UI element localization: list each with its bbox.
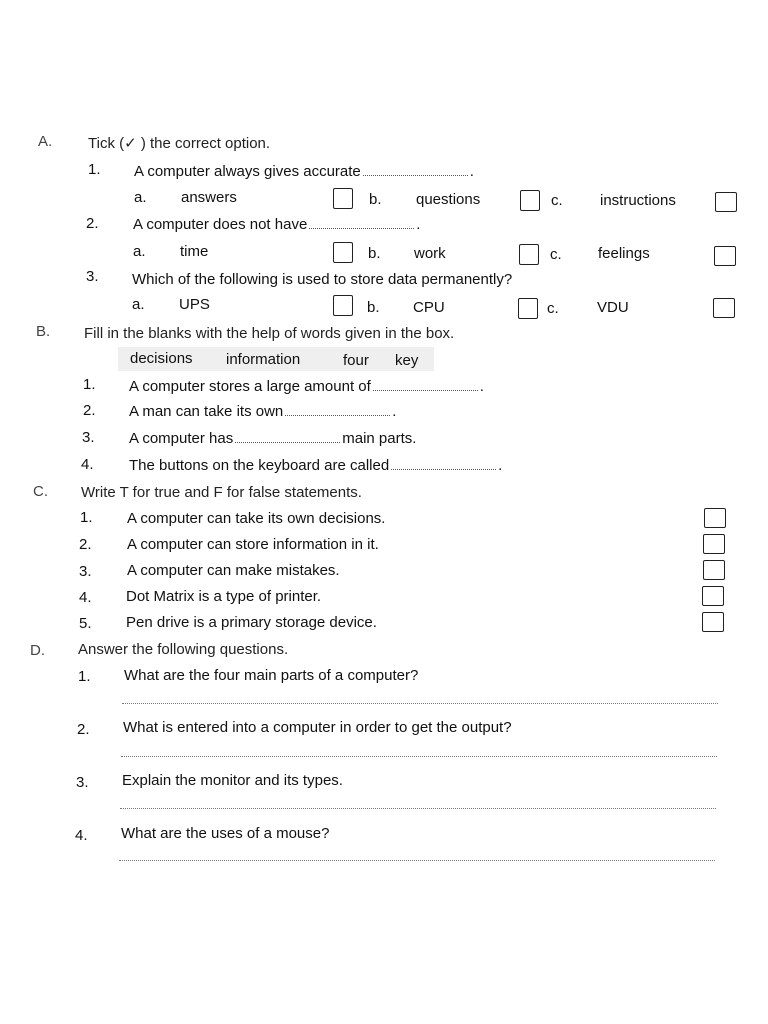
b-item-blank[interactable] xyxy=(373,378,478,391)
c-item-number: 5. xyxy=(79,615,92,632)
a-q2-opt-a-text: time xyxy=(180,243,209,260)
d-item-number: 4. xyxy=(75,827,88,844)
d-item-question: Explain the monitor and its types. xyxy=(122,772,343,789)
d-item-question: What are the four main parts of a computer? xyxy=(124,667,419,684)
b-item-before: A computer has xyxy=(129,430,234,447)
section-d-title: Answer the following questions. xyxy=(78,641,289,658)
a-q2-opt-c-checkbox[interactable] xyxy=(714,246,736,266)
a-q1-end: . xyxy=(469,163,474,180)
section-c-title: Write T for true and F for false statements. xyxy=(81,484,362,501)
section-a-letter: A. xyxy=(38,133,53,150)
c-item-number: 2. xyxy=(79,536,92,553)
b-item-line xyxy=(129,457,502,475)
section-d-letter: D. xyxy=(30,642,45,659)
a-q3-opt-c-text: VDU xyxy=(597,299,629,316)
b-item-blank[interactable] xyxy=(285,403,390,416)
c-item-number: 1. xyxy=(80,509,93,526)
a-q2-number: 2. xyxy=(86,215,99,232)
c-item-number: 3. xyxy=(79,563,92,580)
b-item-line xyxy=(129,378,484,396)
a-q3-opt-b-letter: b. xyxy=(367,299,380,316)
b-item-blank[interactable] xyxy=(391,457,496,470)
d-item-number: 3. xyxy=(76,774,89,791)
a-q2-opt-b-text: work xyxy=(414,245,446,262)
d-answer-line[interactable] xyxy=(119,860,715,861)
a-q3-text: Which of the following is used to store data permanently? xyxy=(132,271,513,288)
b-item-before: A man can take its own xyxy=(129,403,284,420)
word-box-word: information xyxy=(226,351,301,368)
a-q2-text-line xyxy=(133,216,420,234)
c-item-text: A computer can make mistakes. xyxy=(127,562,340,579)
a-q1-opt-b-checkbox[interactable] xyxy=(520,190,540,211)
a-q2-text: A computer does not have xyxy=(133,216,308,233)
c-item-text: A computer can store information in it. xyxy=(127,536,379,553)
a-q2-opt-b-letter: b. xyxy=(368,245,381,262)
a-q2-opt-b-checkbox[interactable] xyxy=(519,244,539,265)
a-q3-opt-a-text: UPS xyxy=(179,296,210,313)
b-item-number: 1. xyxy=(83,376,96,393)
c-item-tf-box[interactable] xyxy=(703,534,725,554)
b-item-number: 2. xyxy=(83,402,96,419)
b-item-after: main parts. xyxy=(342,430,417,447)
a-q2-end: . xyxy=(416,216,421,233)
a-q2-opt-c-letter: c. xyxy=(550,246,562,263)
section-a-title: Tick (✓ ) the correct option. xyxy=(88,135,271,152)
a-q1-opt-a-letter: a. xyxy=(134,189,147,206)
a-q3-opt-c-checkbox[interactable] xyxy=(713,298,735,318)
a-q1-opt-c-checkbox[interactable] xyxy=(715,192,737,212)
b-item-before: A computer stores a large amount of xyxy=(129,378,371,395)
a-q2-opt-a-checkbox[interactable] xyxy=(333,242,353,263)
c-item-text: Pen drive is a primary storage device. xyxy=(126,614,377,631)
a-q1-opt-a-checkbox[interactable] xyxy=(333,188,353,209)
section-b-title: Fill in the blanks with the help of words given in the box. xyxy=(84,325,455,342)
d-answer-line[interactable] xyxy=(122,703,718,704)
a-q1-opt-b-text: questions xyxy=(416,191,481,208)
c-item-number: 4. xyxy=(79,589,92,606)
b-item-before: The buttons on the keyboard are called xyxy=(129,457,390,474)
b-item-after: . xyxy=(498,457,503,474)
d-item-number: 2. xyxy=(77,721,90,738)
a-q2-blank[interactable] xyxy=(309,216,414,229)
a-q1-number: 1. xyxy=(88,161,101,178)
section-b-letter: B. xyxy=(36,323,51,340)
a-q3-opt-c-letter: c. xyxy=(547,300,559,317)
d-item-question: What is entered into a computer in order to get the output? xyxy=(123,719,512,736)
a-q1-opt-c-text: instructions xyxy=(600,192,676,209)
a-q1-opt-b-letter: b. xyxy=(369,191,382,208)
c-item-tf-box[interactable] xyxy=(704,508,726,528)
a-q3-opt-b-text: CPU xyxy=(413,299,445,316)
b-item-after: . xyxy=(392,403,397,420)
a-q3-number: 3. xyxy=(86,268,99,285)
a-q2-opt-c-text: feelings xyxy=(598,245,650,262)
a-q1-blank[interactable] xyxy=(363,163,468,176)
b-item-number: 3. xyxy=(82,429,95,446)
b-item-line xyxy=(129,430,416,448)
a-q3-opt-a-letter: a. xyxy=(132,296,145,313)
b-item-blank[interactable] xyxy=(235,430,340,443)
a-q3-opt-a-checkbox[interactable] xyxy=(333,295,353,316)
c-item-tf-box[interactable] xyxy=(702,586,724,606)
c-item-tf-box[interactable] xyxy=(702,612,724,632)
word-box-word: key xyxy=(395,352,419,369)
a-q1-opt-a-text: answers xyxy=(181,189,237,206)
c-item-text: Dot Matrix is a type of printer. xyxy=(126,588,322,605)
a-q2-opt-a-letter: a. xyxy=(133,243,146,260)
b-item-line xyxy=(129,403,396,421)
d-item-number: 1. xyxy=(78,668,91,685)
c-item-text: A computer can take its own decisions. xyxy=(127,510,386,527)
a-q1-text: A computer always gives accurate xyxy=(134,163,361,180)
a-q3-opt-b-checkbox[interactable] xyxy=(518,298,538,319)
b-item-number: 4. xyxy=(81,456,94,473)
d-answer-line[interactable] xyxy=(121,756,717,757)
word-box-word: four xyxy=(343,352,369,369)
word-box-word: decisions xyxy=(130,350,193,367)
d-item-question: What are the uses of a mouse? xyxy=(121,825,330,842)
d-answer-line[interactable] xyxy=(120,808,716,809)
a-q1-opt-c-letter: c. xyxy=(551,192,563,209)
b-item-after: . xyxy=(479,378,484,395)
c-item-tf-box[interactable] xyxy=(703,560,725,580)
section-c-letter: C. xyxy=(33,483,48,500)
a-q1-text-line xyxy=(134,163,474,181)
